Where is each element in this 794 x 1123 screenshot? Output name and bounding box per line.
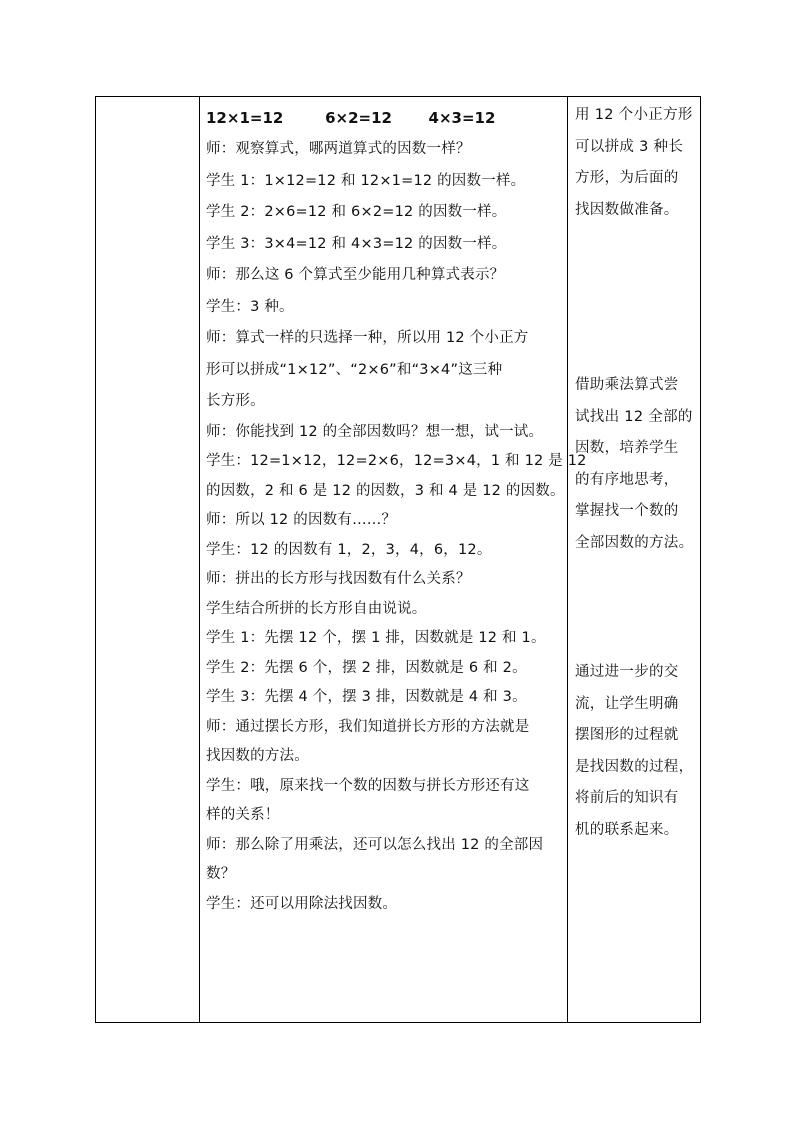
text-line: 学生：3 种。 <box>206 298 294 315</box>
text-line: 学生：还可以用除法找因数。 <box>206 895 398 912</box>
equations-line: 12×1=12 6×2=12 4×3=12 <box>206 109 496 127</box>
text-line: 长方形。 <box>206 393 265 409</box>
text-line: 师：那么除了用乘法，还可以怎么找出 12 的全部因 <box>206 836 544 853</box>
design-intent-cell <box>568 97 701 1023</box>
text-line: 师：观察算式，哪两道算式的因数一样？ <box>206 141 471 157</box>
text-line: 学生 1：1×12=12 和 12×1=12 的因数一样。 <box>206 172 526 189</box>
text-line: 学生 2：2×6=12 和 6×2=12 的因数一样。 <box>206 204 507 220</box>
text-line: 师：你能找到 12 的全部因数吗？想一想，试一试。 <box>206 423 544 440</box>
text-line: 学生：哦，原来找一个数的因数与拼长方形还有这 <box>206 777 530 794</box>
text-line: 学生 3：先摆 4 个，摆 3 排，因数就是 4 和 3。 <box>206 689 527 705</box>
text-line: 师：拼出的长方形与找因数有什么关系？ <box>206 571 471 587</box>
text-line: 师：通过摆长方形，我们知道拼长方形的方法就是 <box>206 718 530 735</box>
design-note-2: 借助乘法算式尝 试找出 12 全部的 因数，培养学生 的有序地思考， 掌握找一个数的 全部因数的方法。 <box>575 377 694 551</box>
text-line: 学生：12=1×12，12=2×6，12=3×4，1 和 12 是 12 <box>206 453 587 469</box>
text-line: 找因数的方法。 <box>206 748 309 764</box>
text-line: 学生 2：先摆 6 个，摆 2 排，因数就是 6 和 2。 <box>206 659 527 676</box>
text-line: 师：算式一样的只选择一种，所以用 12 个小正方 <box>206 330 529 346</box>
teaching-process-cell <box>200 97 587 1023</box>
text-line: 学生：12 的因数有 1，2，3，4，6，12。 <box>206 541 492 558</box>
design-note-1: 用 12 个小正方形 可以拼成 3 种长 方形，为后面的 找因数做准备。 <box>575 107 693 218</box>
text-line: 数？ <box>206 866 236 882</box>
design-note-3: 通过进一步的交 流，让学生明确 摆图形的过程就 是找因数的过程， 将前后的知识有 机的联系起来。 <box>575 664 694 838</box>
lesson-plan-table <box>95 96 701 1023</box>
text-line: 师：所以 12 的因数有……？ <box>206 512 397 528</box>
text-line: 学生结合所拼的长方形自由说说。 <box>206 600 427 617</box>
text-line: 学生 3：3×4=12 和 4×3=12 的因数一样。 <box>206 235 507 252</box>
text-line: 学生 1：先摆 12 个，摆 1 排，因数就是 12 和 1。 <box>206 630 546 646</box>
text-line: 形可以拼成“1×12”、“2×6”和“3×4”这三种 <box>206 361 503 378</box>
text-line: 样的关系！ <box>206 807 280 823</box>
text-line: 的因数，2 和 6 是 12 的因数，3 和 4 是 12 的因数。 <box>206 482 565 499</box>
empty-left-column <box>96 97 200 1023</box>
text-line: 师：那么这 6 个算式至少能用几种算式表示？ <box>206 267 505 283</box>
